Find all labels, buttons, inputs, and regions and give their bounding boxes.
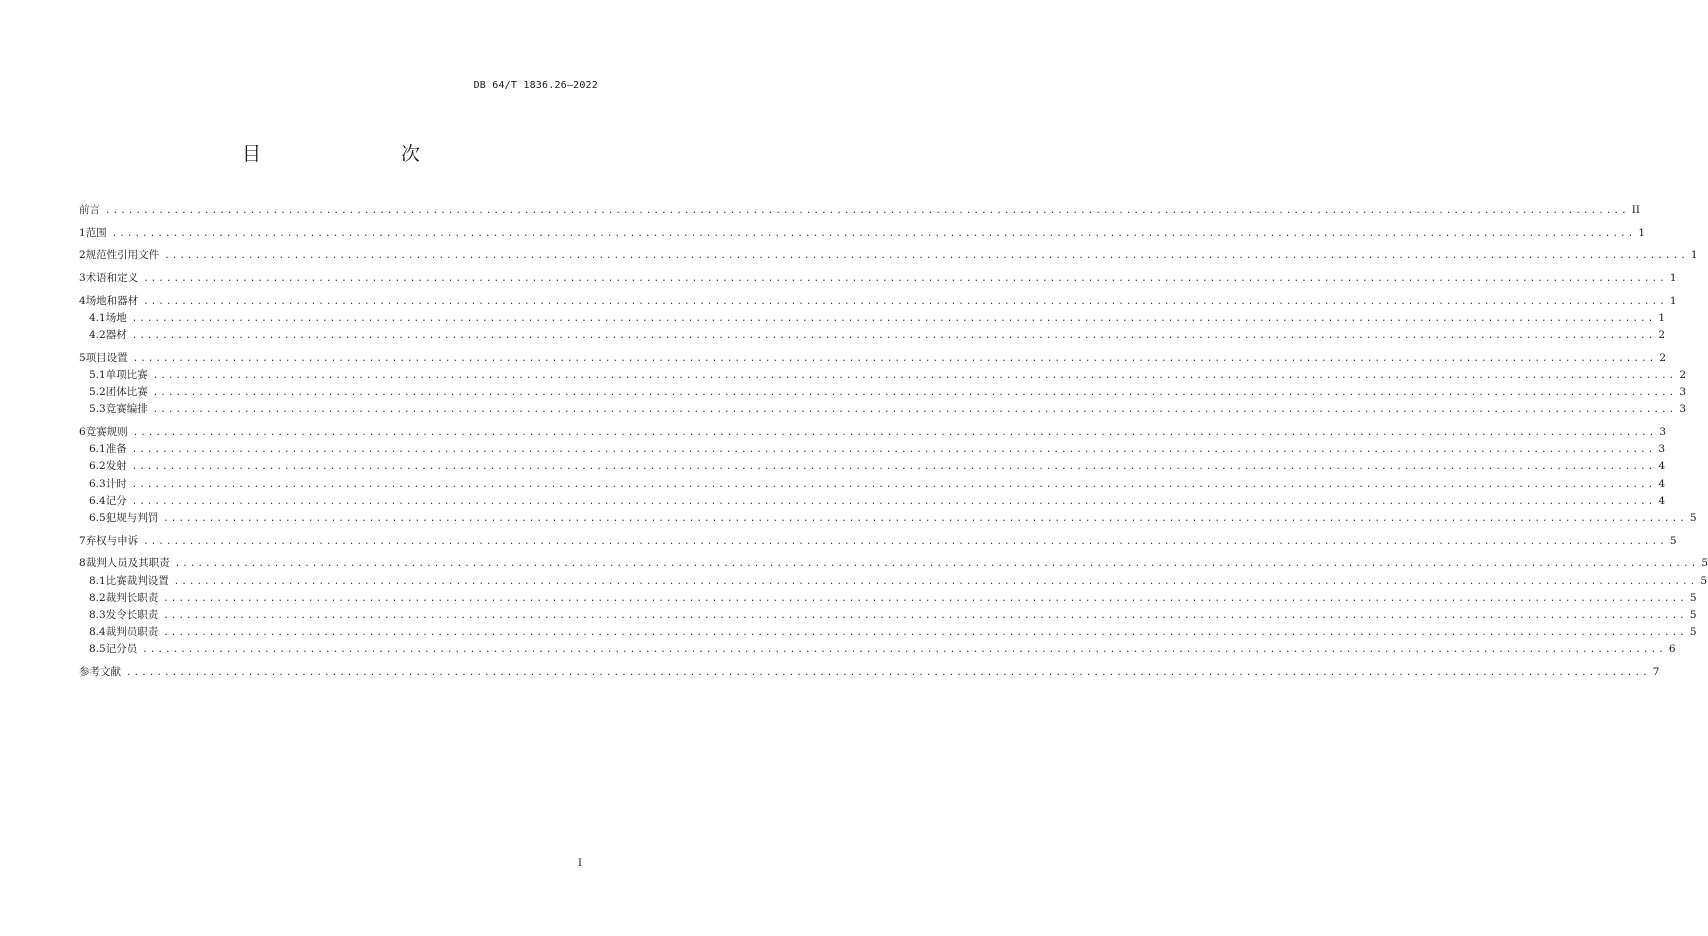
toc-entry[interactable] (79, 310, 1666, 327)
toc-entry-label: 裁判员职责 (105, 626, 159, 639)
toc-entry-label: 裁判长职责 (105, 591, 159, 604)
toc-entry-number: 8 (79, 557, 86, 570)
toc-entry-number: 6.3 (89, 477, 106, 490)
toc-entry-page: 5 (1700, 574, 1708, 587)
toc-entry-label: 项目设置 (85, 351, 128, 364)
toc-entry-number: 6.1 (89, 443, 106, 456)
dot-leader: ........................................................................................................................................................................................................ (163, 514, 1687, 524)
toc-entry[interactable] (79, 441, 1666, 458)
toc-entry-number: 8.3 (89, 608, 106, 621)
toc-entry-page: 1 (1638, 226, 1646, 239)
toc-entry[interactable] (79, 607, 1697, 624)
dot-leader: ........................................................................................................................................................................................................ (164, 251, 1688, 262)
toc-entry-number: 5.2 (89, 386, 106, 399)
dot-leader: ........................................................................................................................................................................................................ (143, 536, 1667, 547)
toc-entry-label: 规范性引用文件 (85, 249, 160, 262)
toc-entry[interactable] (79, 533, 1677, 550)
dot-leader: ........................................................................................................................................................................................................ (132, 353, 1657, 364)
toc-entry-number: 7 (79, 534, 86, 547)
dot-leader: ........................................................................................................................................................................................................ (131, 479, 1656, 490)
page-title: 目 次 (241, 143, 454, 165)
toc-entry-page: 4 (1658, 460, 1666, 473)
toc-entry-label: 术语和定义 (85, 272, 139, 285)
toc-entry[interactable] (79, 624, 1697, 641)
toc-entry[interactable] (79, 573, 1708, 590)
toc-entry-label: 器材 (105, 329, 127, 342)
toc-entry-label: 范围 (85, 226, 107, 239)
dot-leader: ........................................................................................................................................................................................................ (111, 228, 1636, 239)
toc-entry[interactable] (79, 590, 1697, 607)
toc-entry-page: 5 (1689, 608, 1697, 621)
toc-entry-page: 5 (1689, 591, 1697, 604)
toc-entry[interactable] (79, 641, 1676, 658)
toc-entry[interactable] (79, 247, 1698, 264)
toc-entry[interactable] (79, 401, 1687, 418)
dot-leader: ........................................................................................................................................................................................................ (163, 593, 1687, 604)
toc-entry-label: 竞赛规则 (85, 426, 128, 439)
toc-entry-page: 2 (1658, 329, 1666, 342)
toc-entry-label: 发令长职责 (105, 608, 159, 621)
toc-entry-number: 4.1 (89, 311, 106, 324)
dot-leader: ........................................................................................................................................................................................................ (131, 445, 1656, 456)
toc-entry[interactable] (79, 384, 1687, 401)
toc-entry-page: 3 (1659, 426, 1667, 439)
toc-entry[interactable] (79, 424, 1667, 441)
toc-entry-number: 4.2 (89, 329, 106, 342)
toc-entry[interactable] (79, 476, 1666, 493)
dot-leader: ........................................................................................................................................................................................................ (131, 313, 1656, 324)
dot-leader: ........................................................................................................................................................................................................ (174, 559, 1699, 570)
toc-entry-number: 5.3 (89, 403, 106, 416)
toc-entry[interactable] (79, 350, 1667, 367)
toc-entry-page: 5 (1689, 512, 1697, 524)
toc-entry-number: 2 (79, 249, 86, 262)
toc-entry-number: 6.5 (89, 512, 106, 524)
toc-entry-label: 场地和器材 (85, 294, 139, 307)
toc-entry-page: 3 (1679, 403, 1687, 416)
toc-entry[interactable] (79, 367, 1687, 384)
toc-entry-label: 裁判人员及其职责 (85, 557, 170, 570)
toc-entry-number: 6 (79, 426, 86, 439)
toc-entry-number: 6.4 (89, 494, 106, 507)
toc-entry[interactable] (79, 293, 1677, 310)
toc-entry-number: 3 (79, 272, 86, 285)
toc-entry-label: 竞赛编排 (105, 403, 148, 416)
toc-entry[interactable] (79, 664, 1660, 681)
toc-entry[interactable] (79, 493, 1666, 510)
dot-leader: ........................................................................................................................................................................................................ (163, 628, 1687, 639)
toc-entry-page: 5 (1689, 626, 1697, 639)
dot-leader: ........................................................................................................................................................................................................ (152, 388, 1677, 399)
toc-entry-page: 7 (1652, 666, 1660, 678)
toc-entry-number: 8.5 (89, 643, 106, 656)
dot-leader: ........................................................................................................................................................................................................ (131, 331, 1656, 342)
toc-entry-number: 4 (79, 294, 86, 307)
toc-entry[interactable] (79, 458, 1666, 475)
toc-entry-label: 团体比赛 (105, 386, 148, 399)
toc-entry-label: 准备 (105, 443, 127, 456)
toc-entry-page: 6 (1668, 643, 1676, 656)
toc-entry-page: 1 (1669, 294, 1677, 307)
toc-entry-number: 6.2 (89, 460, 106, 473)
dot-leader: ........................................................................................................................................................................................................ (163, 610, 1687, 621)
toc-entry-number: 8.4 (89, 626, 106, 639)
document-id: DB 64/T 1836.26—2022 (473, 80, 598, 91)
toc-entry[interactable] (79, 202, 1640, 219)
toc-entry-label: 场地 (105, 311, 127, 324)
dot-leader: ........................................................................................................................................................................................................ (126, 668, 1650, 678)
toc-entry-label: 单项比赛 (105, 369, 148, 381)
toc-entry[interactable] (79, 555, 1708, 572)
footer-page-number: I (578, 858, 582, 869)
toc-entry-label: 发射 (105, 460, 127, 473)
toc-entry-page: 5 (1669, 534, 1677, 547)
toc-entry-page: 5 (1701, 557, 1708, 570)
toc-entry-label: 弃权与申诉 (85, 534, 139, 547)
toc-entry-label: 记分 (105, 494, 127, 507)
toc-entry-number: 8.2 (89, 591, 106, 604)
dot-leader: ........................................................................................................................................................................................................ (105, 206, 1629, 216)
toc-entry-number: 5.1 (89, 369, 106, 381)
dot-leader: ........................................................................................................................................................................................................ (152, 405, 1677, 416)
toc-entry[interactable] (79, 270, 1677, 287)
toc-entry-page: 1 (1658, 311, 1666, 324)
toc-entry-page: 1 (1690, 249, 1698, 262)
dot-leader: ........................................................................................................................................................................................................ (132, 428, 1657, 439)
toc-entry-number: 5 (79, 351, 86, 364)
toc-entry-page: 3 (1679, 386, 1687, 399)
toc-entry[interactable] (79, 225, 1646, 242)
toc-entry[interactable] (79, 510, 1697, 527)
dot-leader: ........................................................................................................................................................................................................ (131, 496, 1656, 507)
dot-leader: ........................................................................................................................................................................................................ (131, 462, 1656, 473)
toc-entry-page: 2 (1659, 351, 1667, 364)
dot-leader: ........................................................................................................................................................................................................ (173, 576, 1698, 587)
toc-entry-number: 8.1 (89, 574, 106, 587)
toc-entry-page: 4 (1658, 477, 1666, 490)
table-of-contents (79, 202, 1708, 681)
toc-entry-label: 比赛裁判设置 (105, 574, 169, 587)
dot-leader: ........................................................................................................................................................................................................ (152, 371, 1677, 381)
toc-entry-number: 1 (79, 226, 86, 239)
toc-entry-page: 2 (1679, 369, 1687, 381)
toc-entry-page: II (1631, 204, 1640, 216)
toc-entry-label: 记分员 (105, 643, 138, 656)
dot-leader: ........................................................................................................................................................................................................ (143, 296, 1667, 307)
toc-entry-page: 3 (1658, 443, 1666, 456)
toc-entry-label: 参考文献 (79, 666, 121, 678)
dot-leader: ........................................................................................................................................................................................................ (143, 274, 1667, 285)
dot-leader: ........................................................................................................................................................................................................ (142, 645, 1666, 656)
toc-entry-page: 1 (1669, 272, 1677, 285)
toc-entry[interactable] (79, 327, 1666, 344)
toc-entry-label: 计时 (105, 477, 127, 490)
toc-entry-page: 4 (1658, 494, 1666, 507)
toc-entry-label: 犯规与判罚 (105, 512, 159, 524)
toc-entry-label: 前言 (79, 204, 100, 216)
